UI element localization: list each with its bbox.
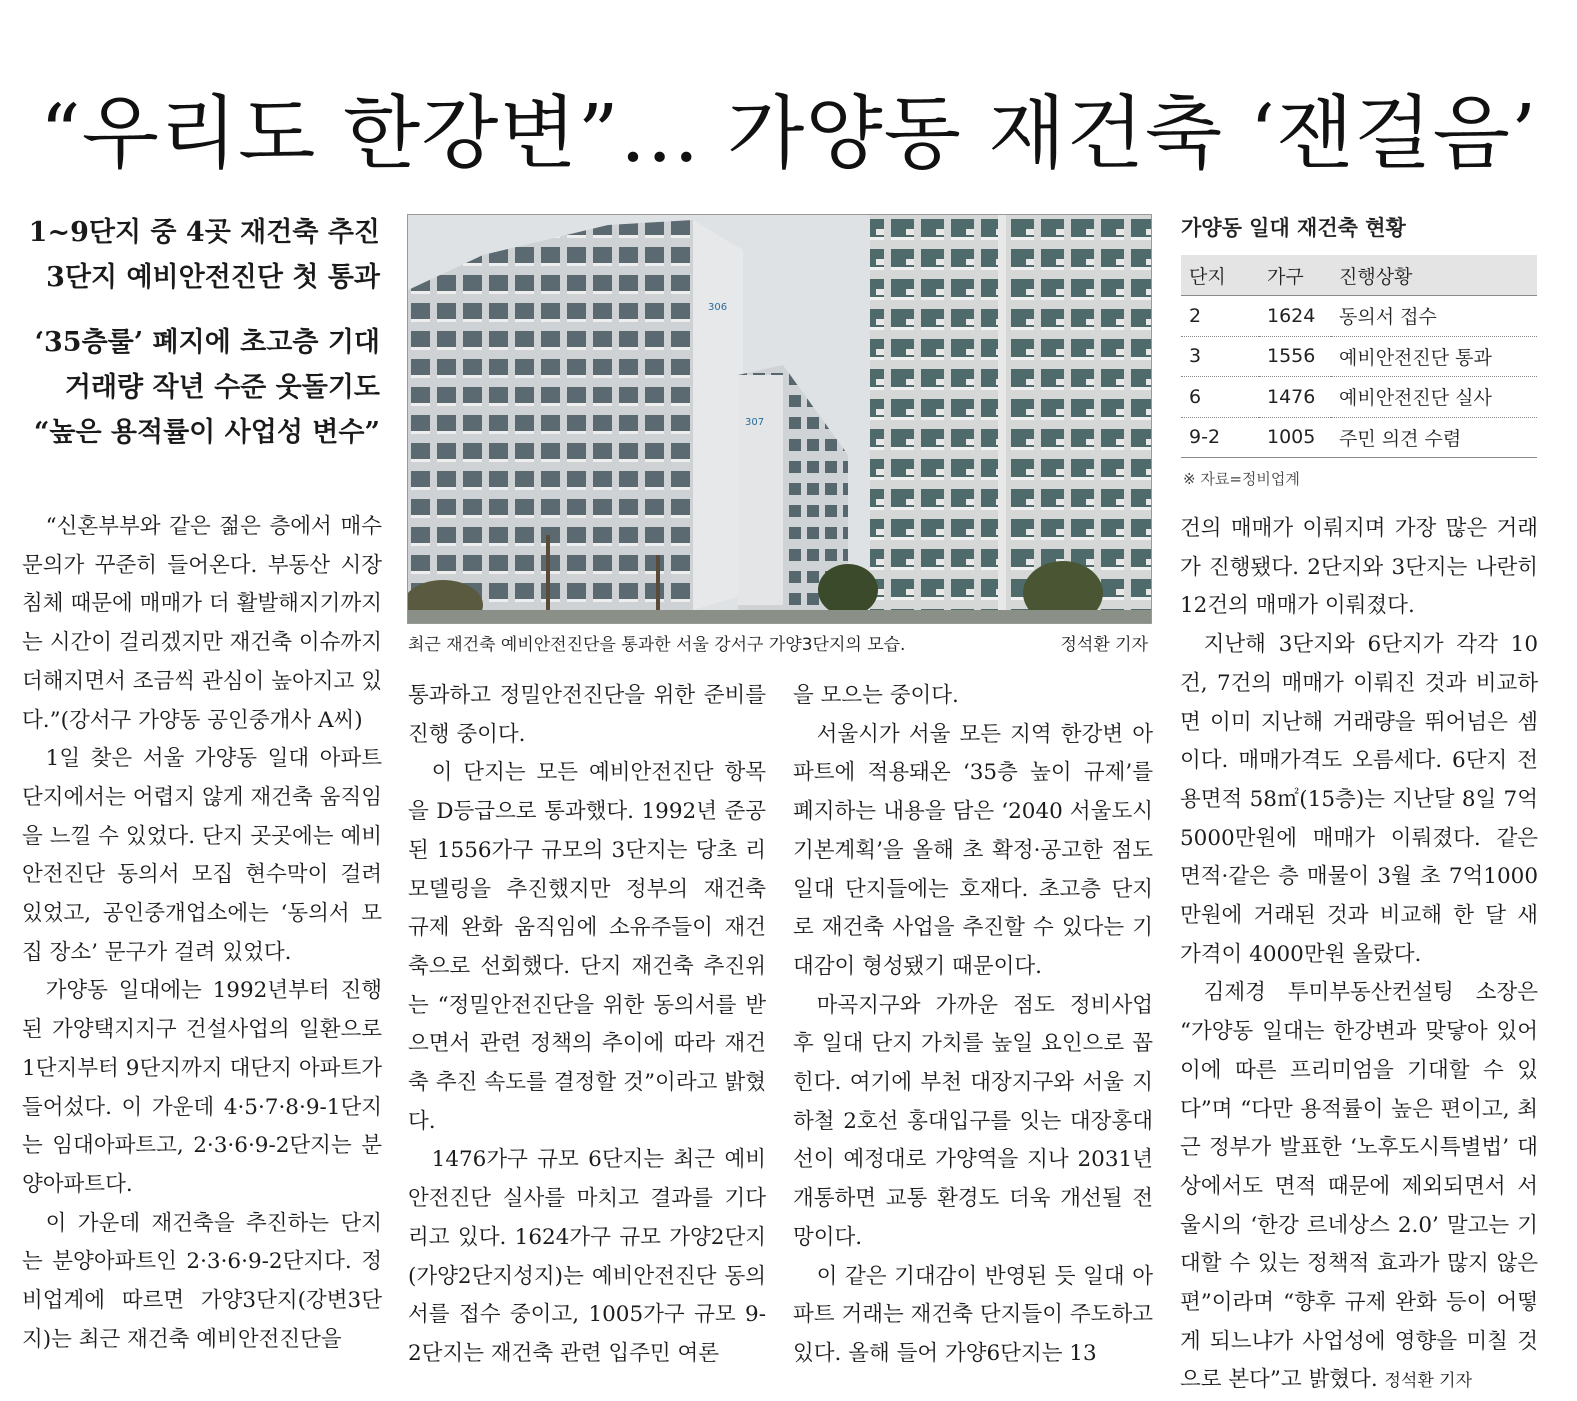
paragraph: 을 모으는 중이다. xyxy=(793,683,959,708)
paragraph: 마곡지구와 가까운 점도 정비사업 후 일대 단지 가치를 높일 요인으로 꼽힌다. 여기에 부천 대장지구와 서울 지하철 2호선 홍대입구를 잇는 대장홍대선이 예정대로 가양역을 지나 2031년 개통하면 교통 환경도 더욱 개선될 전망이다. xyxy=(793,992,1153,1250)
body-column-3 xyxy=(793,677,1153,1374)
paragraph-text: 김제경 투미부동산컨설팅 소장은 “가양동 일대는 한강변과 맞닿아 있어 이에 따른 프리미엄을 기대할 수 있다”며 “다만 용적률이 높은 편이고, 최근 정부가 발표한 ‘노후도시특별법’ 대상에서도 면적 때문에 제외되면서 서울시의 ‘한강 르네상스 2.0’ 말고는 기대할 수 있는 정책적 효과가 많지 않은 편”이라며 “향후 규제 완화 등이 어떻게 되느냐가 사업성에 영향을 미칠 것으로 본다”고 밝혔다. xyxy=(1180,980,1538,1393)
table-cell: 1005 xyxy=(1259,417,1331,458)
table-title: 가양동 일대 재건축 현황 xyxy=(1181,216,1406,240)
paragraph: 지난해 3단지와 6단지가 각각 10건, 7건의 매매가 이뤄진 것과 비교하면 이미 지난해 거래량을 뛰어넘은 셈이다. 매매가격도 오름세다. 6단지 전용면적 58㎡(15층)는 지난달 8일 7억5000만원에 매매가 이뤄졌다. 같은 면적·같은 층 매물이 3월 초 7억1000만원에 거래된 것과 비교해 한 달 새 가격이 4000만원 올랐다. xyxy=(1180,632,1538,967)
table-cell: 6 xyxy=(1181,377,1259,418)
table-cell: 9-2 xyxy=(1181,417,1259,458)
photo-caption-row xyxy=(408,630,1150,660)
paragraph: 이 단지는 모든 예비안전진단 항목을 D등급으로 통과했다. 1992년 준공된 1556가구 규모의 3단지는 당초 리모델링을 추진했지만 정부의 재건축 규제 완화 움직임에 소유주들이 재건축으로 선회했다. 단지 재건축 추진위는 “정밀안전진단을 위한 동의서를 받으면서 관련 정책의 추이에 따라 재건축 추진 속도를 결정할 것”이라고 밝혔다. xyxy=(408,760,766,1134)
subheadlines xyxy=(22,210,380,455)
table-cell: 1624 xyxy=(1259,296,1331,337)
subheadline: 1~9단지 중 4곳 재건축 추진 xyxy=(28,217,380,248)
paragraph: 건의 매매가 이뤄지며 가장 많은 거래가 진행됐다. 2단지와 3단지는 나란히 12건의 매매가 이뤄졌다. xyxy=(1180,516,1538,619)
table-cell: 예비안전진단 실사 xyxy=(1331,377,1537,418)
body-column-1 xyxy=(22,508,382,1359)
paragraph: “신혼부부와 같은 젊은 층에서 매수 문의가 꾸준히 들어온다. 부동산 시장 침체 때문에 매매가 더 활발해지기까지는 시간이 걸리겠지만 재건축 이슈까지 더해지면서 조금씩 관심이 높아지고 있다.”(강서구 가양동 공인중개사 A씨) xyxy=(22,514,382,733)
paragraph: 1476가구 규모 6단지는 최근 예비안전진단 실사를 마치고 결과를 기다리고 있다. 1624가구 규모 가양2단지(가양2단지성지)는 예비안전진단 동의서를 접수 중이고, 1005가구 규모 9-2단지는 재건축 관련 입주민 여론 xyxy=(408,1147,766,1366)
subheadline: “높은 용적률이 사업성 변수” xyxy=(33,417,380,448)
paragraph: 이 가운데 재건축을 추진하는 단지는 분양아파트인 2·3·6·9-2단지다. 정비업계에 따르면 가양3단지(강변3단지)는 최근 재건축 예비안전진단을 xyxy=(22,1210,382,1352)
table-row xyxy=(1181,336,1537,377)
body-column-2 xyxy=(408,677,766,1374)
table-row xyxy=(1181,296,1537,337)
paragraph: 통과하고 정밀안전진단을 위한 준비를 진행 중이다. xyxy=(408,683,766,747)
table-cell: 1476 xyxy=(1259,377,1331,418)
article-byline: 정석환 기자 xyxy=(1384,1371,1473,1392)
table-header: 단지 xyxy=(1181,255,1259,296)
table-row xyxy=(1181,377,1537,418)
table-header: 진행상황 xyxy=(1331,255,1537,296)
photo-credit: 정석환 기자 xyxy=(1060,635,1148,655)
table-cell: 예비안전진단 통과 xyxy=(1331,336,1537,377)
building-number-306: 306 xyxy=(708,302,728,313)
paragraph: 가양동 일대에는 1992년부터 진행된 가양택지지구 건설사업의 일환으로 1단지부터 9단지까지 대단지 아파트가 들어섰다. 이 가운데 4·5·7·8·9-1단지는 임대아파트고, 2·3·6·9-2단지는 분양아파트다. xyxy=(22,978,382,1197)
headline: “우리도 한강변”… 가양동 재건축 ‘잰걸음’ xyxy=(39,86,1538,180)
table-cell: 2 xyxy=(1181,296,1259,337)
table-cell: 1556 xyxy=(1259,336,1331,377)
table-source: ※ 자료=정비업계 xyxy=(1183,470,1300,488)
table-cell: 주민 의견 수렴 xyxy=(1331,417,1537,458)
table-cell: 동의서 접수 xyxy=(1331,296,1537,337)
paragraph: 이 같은 기대감이 반영된 듯 일대 아파트 거래는 재건축 단지들이 주도하고 있다. 올해 들어 가양6단지는 13 xyxy=(793,1263,1153,1366)
article-photo xyxy=(407,214,1152,624)
paragraph: 1일 찾은 서울 가양동 일대 아파트 단지에서는 어렵지 않게 재건축 움직임을 느낄 수 있었다. 단지 곳곳에는 예비안전진단 동의서 모집 현수막이 걸려 있었고, 공인중개업소에는 ‘동의서 모집 장소’ 문구가 걸려 있었다. xyxy=(22,746,382,965)
paragraph xyxy=(1180,974,1538,1401)
photo-caption: 최근 재건축 예비안전진단을 통과한 서울 강서구 가양3단지의 모습. xyxy=(408,635,906,655)
redevelopment-status-table xyxy=(1181,255,1537,458)
building-number-307: 307 xyxy=(745,417,765,428)
table-header: 가구 xyxy=(1259,255,1331,296)
subheadline: ‘35층룰’ 폐지에 초고층 기대 xyxy=(34,327,380,358)
table-cell: 3 xyxy=(1181,336,1259,377)
body-column-4 xyxy=(1180,510,1538,1401)
subheadline: 3단지 예비안전진단 첫 통과 xyxy=(46,262,380,293)
subheadline: 거래량 작년 수준 웃돌기도 xyxy=(64,372,380,403)
table-header-row xyxy=(1181,255,1537,296)
table-row xyxy=(1181,417,1537,458)
paragraph: 서울시가 서울 모든 지역 한강변 아파트에 적용돼온 ‘35층 높이 규제’를 폐지하는 내용을 담은 ‘2040 서울도시기본계획’을 올해 초 확정·공고한 점도 일대 단지들에는 호재다. 초고층 단지로 재건축 사업을 추진할 수 있다는 기대감이 형성됐기 때문이다. xyxy=(793,721,1153,979)
